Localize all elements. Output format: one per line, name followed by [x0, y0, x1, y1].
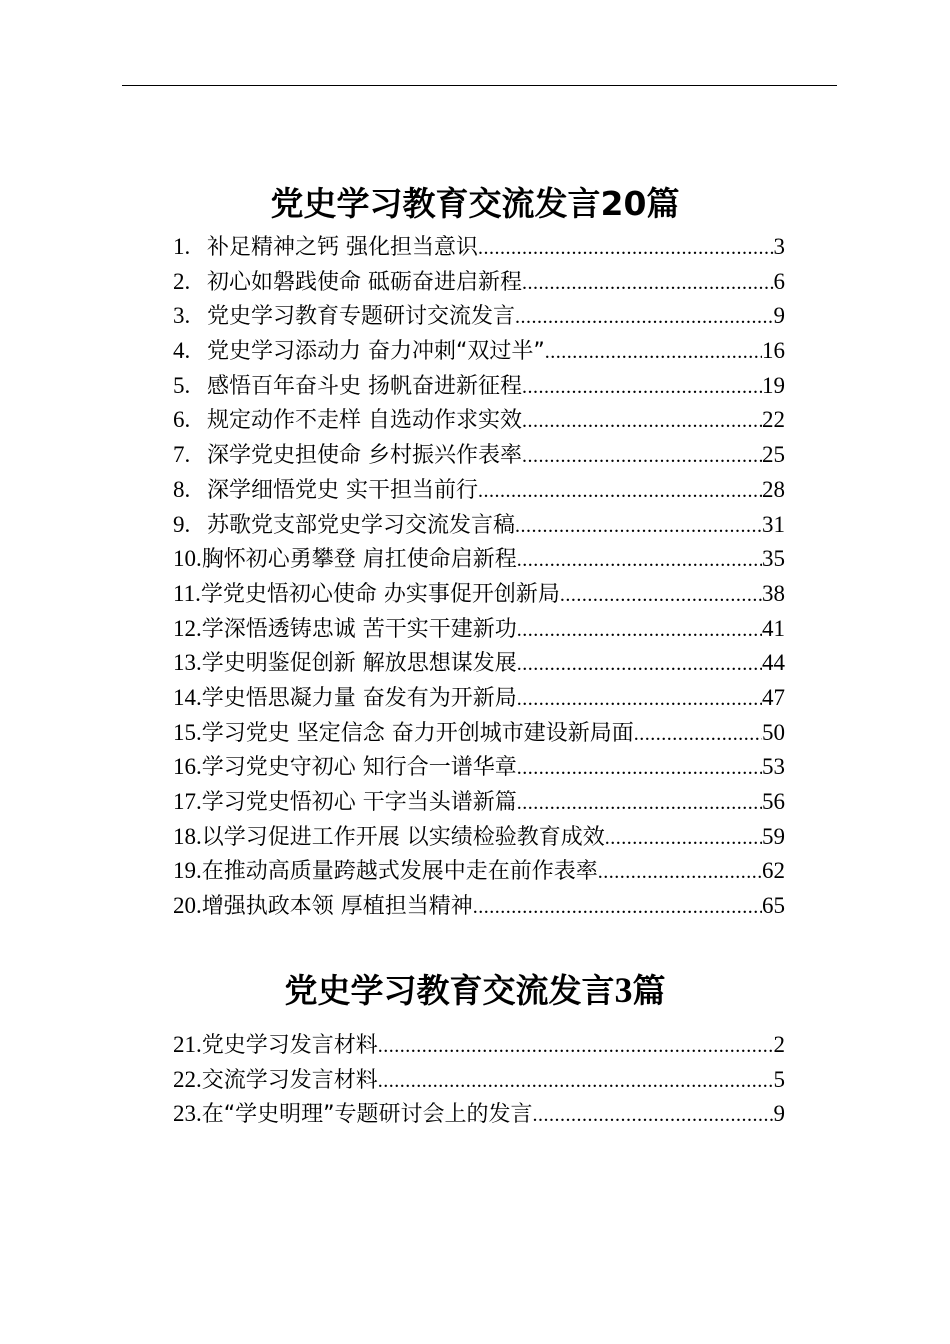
- toc-entry-number: 23.: [173, 1101, 202, 1127]
- toc-entry-title: 学史明鉴促创新 解放思想谋发展: [201, 651, 517, 677]
- toc-entry-number: 17.: [173, 789, 202, 814]
- toc-entry-title: 在“学史明理”专题研讨会上的发言: [201, 1102, 533, 1128]
- toc-entry-title: 交流学习发言材料: [201, 1067, 378, 1093]
- toc-entry-page: 56: [762, 789, 785, 814]
- toc-entry-number: 14.: [173, 684, 202, 710]
- toc-entry[interactable]: [173, 889, 785, 924]
- toc-leader-dots: [517, 613, 762, 647]
- toc-entry-title: 在推动高质量跨越式发展中走在前作表率: [201, 859, 598, 885]
- toc-leader-dots: [478, 474, 762, 508]
- toc-entry[interactable]: [173, 1063, 785, 1098]
- toc-list: [0, 230, 950, 924]
- toc-entry-title: 党史学习发言材料: [201, 1033, 378, 1058]
- toc-leader-dots: [517, 543, 762, 577]
- toc-entry-page: 44: [762, 650, 785, 676]
- toc-leader-dots: [473, 890, 762, 924]
- toc-entry-page: 16: [762, 338, 785, 364]
- section-title: [0, 178, 950, 230]
- toc-entry[interactable]: [173, 403, 785, 438]
- toc-entry-page: 50: [762, 719, 785, 745]
- toc-entry[interactable]: [173, 473, 785, 508]
- header-rule: [122, 85, 837, 86]
- toc-leader-dots: [517, 647, 762, 681]
- toc-entry[interactable]: [173, 542, 785, 577]
- section-title-prefix: 党史学习教育交流发言: [270, 184, 601, 223]
- toc-entry[interactable]: [173, 681, 785, 716]
- toc-entry-page: 6: [773, 268, 785, 294]
- toc-entry-number: 22.: [173, 1066, 202, 1092]
- toc-entry-page: 53: [762, 754, 785, 780]
- toc-entry-title: 感悟百年奋斗史 扬帆奋进新征程: [207, 373, 522, 399]
- toc-entry[interactable]: [173, 785, 785, 820]
- toc-section-2: [0, 968, 950, 1132]
- toc-leader-dots: [478, 231, 774, 265]
- toc-entry-page: 9: [773, 1101, 785, 1127]
- toc-entry-number: 13.: [173, 650, 202, 676]
- toc-entry-page: 65: [762, 893, 785, 919]
- toc-leader-dots: [517, 751, 762, 785]
- toc-entry[interactable]: [173, 438, 785, 473]
- toc-entry-title: 规定动作不走样 自选动作求实效: [207, 408, 522, 434]
- section-title: [0, 968, 950, 1028]
- toc-entry-title: 补足精神之钙 强化担当意识: [207, 235, 478, 260]
- toc-entry[interactable]: [173, 750, 785, 785]
- toc-entry-page: 35: [762, 546, 785, 572]
- toc-entry-number: 20.: [173, 893, 202, 919]
- toc-entry-title: 以学习促进工作开展 以实绩检验教育成效: [201, 824, 605, 850]
- toc-entry-number: 8.: [173, 476, 191, 502]
- toc-entry-title: 党史学习教育专题研讨交流发言: [207, 304, 516, 330]
- toc-entry-page: 31: [762, 511, 785, 537]
- toc-entry-number: 10.: [173, 546, 202, 572]
- toc-entry-number: 21.: [173, 1032, 202, 1057]
- toc-entry-number: 3.: [173, 303, 191, 329]
- toc-entry-title: 增强执政本领 厚植担当精神: [201, 894, 473, 920]
- toc-entry-number: 16.: [173, 754, 202, 780]
- toc-leader-dots: [533, 1098, 774, 1132]
- toc-entry-page: 62: [762, 858, 785, 884]
- toc-entry[interactable]: [173, 820, 785, 855]
- toc-entry-number: 7.: [173, 442, 191, 468]
- toc-entry-page: 38: [762, 580, 785, 606]
- toc-leader-dots: [634, 717, 762, 751]
- toc-entry-page: 28: [762, 476, 785, 502]
- toc-leader-dots: [522, 439, 762, 473]
- toc-entry-title: 学史悟思凝力量 奋发有为开新局: [201, 685, 517, 711]
- toc-entry-page: 2: [773, 1032, 785, 1057]
- toc-leader-dots: [598, 855, 762, 889]
- toc-entry-page: 25: [762, 442, 785, 468]
- toc-leader-dots: [378, 1029, 774, 1063]
- toc-entry-page: 59: [762, 823, 785, 849]
- toc-entry-number: 19.: [173, 858, 202, 884]
- toc-entry-number: 15.: [173, 719, 202, 745]
- section-title-number: 3: [614, 970, 633, 1010]
- toc-leader-dots: [522, 266, 774, 300]
- toc-entry-title: 学习党史 坚定信念 奋力开创城市建设新局面: [201, 720, 634, 746]
- toc-entry-number: 5.: [173, 372, 191, 398]
- section-title-prefix: 党史学习教育交流发言: [284, 971, 615, 1010]
- toc-leader-dots: [517, 682, 762, 716]
- toc-entry-page: 3: [773, 234, 785, 259]
- toc-entry[interactable]: [173, 1097, 785, 1132]
- toc-entry-title: 党史学习添动力 奋力冲刺“双过半”: [207, 339, 545, 365]
- toc-entry-title: 学习党史悟初心 干字当头谱新篇: [201, 790, 517, 815]
- toc-entry[interactable]: [173, 230, 785, 265]
- toc-entry[interactable]: [173, 265, 785, 300]
- toc-leader-dots: [605, 821, 762, 855]
- section-title-suffix: 篇: [632, 971, 666, 1010]
- toc-entry[interactable]: [173, 369, 785, 404]
- toc-entry-title: 学深悟透铸忠诚 苦干实干建新功: [201, 616, 517, 642]
- toc-leader-dots: [515, 300, 773, 334]
- toc-leader-dots: [378, 1064, 774, 1098]
- toc-leader-dots: [560, 578, 762, 612]
- toc-entry-number: 9.: [173, 511, 191, 537]
- toc-entry[interactable]: [173, 716, 785, 751]
- toc-section-1: [0, 178, 950, 924]
- toc-leader-dots: [515, 509, 762, 543]
- toc-entry-number: 4.: [173, 338, 191, 364]
- toc-entry[interactable]: [173, 334, 785, 369]
- toc-entry-title: 苏歌党支部党史学习交流发言稿: [207, 512, 516, 538]
- toc-entry[interactable]: [173, 1028, 785, 1063]
- toc-entry[interactable]: [173, 854, 785, 889]
- toc-entry-number: 11.: [173, 580, 201, 606]
- toc-entry-page: 5: [773, 1066, 785, 1092]
- toc-entry-title: 深学细悟党史 实干担当前行: [207, 477, 478, 503]
- toc-entry-title: 初心如磐践使命 砥砺奋进启新程: [207, 269, 522, 295]
- toc-entry-number: 1.: [173, 234, 191, 259]
- toc-entry-title: 深学党史担使命 乡村振兴作表率: [207, 443, 522, 469]
- toc-leader-dots: [517, 786, 762, 820]
- toc-leader-dots: [522, 370, 762, 404]
- toc-entry-title: 学习党史守初心 知行合一谱华章: [201, 755, 517, 781]
- toc-entry[interactable]: [173, 508, 785, 543]
- toc-leader-dots: [545, 335, 762, 369]
- section-title-number: 20: [600, 184, 647, 223]
- toc-entry-page: 9: [773, 303, 785, 329]
- toc-entry[interactable]: [173, 646, 785, 681]
- toc-entry-title: 学党史悟初心使命 办实事促开创新局: [200, 581, 560, 607]
- toc-entry-page: 41: [762, 615, 785, 641]
- toc-entry[interactable]: [173, 577, 785, 612]
- toc-entry-number: 2.: [173, 268, 191, 294]
- toc-entry-number: 18.: [173, 823, 202, 849]
- toc-entry-page: 19: [762, 372, 785, 398]
- toc-entry-number: 6.: [173, 407, 191, 433]
- section-title-suffix: 篇: [646, 184, 680, 223]
- toc-entry-page: 47: [762, 684, 785, 710]
- toc-entry-title: 胸怀初心勇攀登 肩扛使命启新程: [201, 547, 517, 573]
- toc-list: [0, 1028, 950, 1132]
- toc-entry-page: 22: [762, 407, 785, 433]
- toc-entry[interactable]: [173, 612, 785, 647]
- toc-entry[interactable]: [173, 299, 785, 334]
- toc-leader-dots: [522, 404, 762, 438]
- toc-entry-number: 12.: [173, 615, 202, 641]
